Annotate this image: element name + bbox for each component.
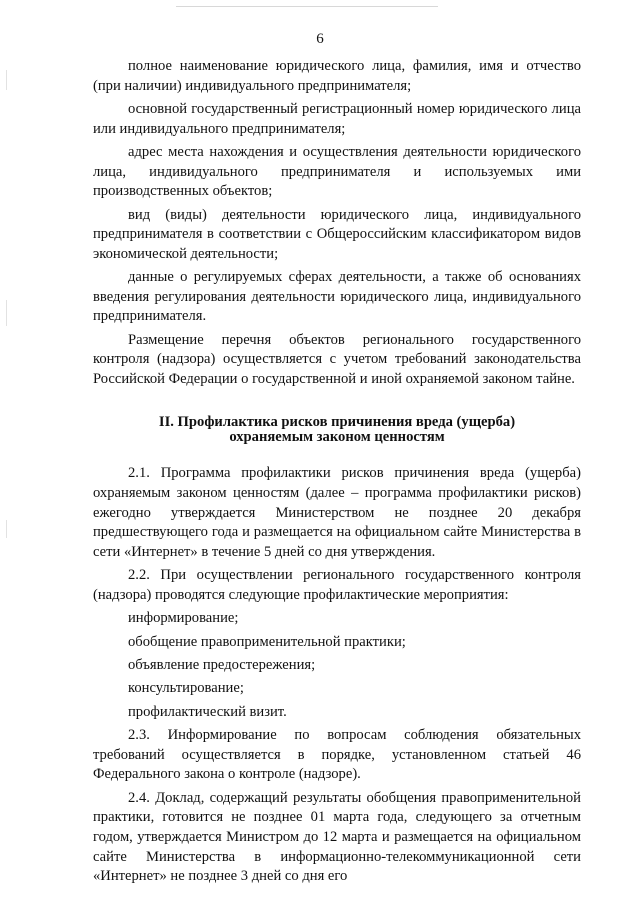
paragraph-ogrn: основной государственный регистрационный номер юридического лица или индивидуального предпринимателя;	[93, 100, 581, 137]
section-title	[93, 415, 581, 445]
document-body	[93, 57, 581, 891]
scan-top-line	[176, 6, 438, 7]
list-item-measure: обобщение правоприменительной практики;	[128, 633, 406, 650]
scan-edge-mark	[6, 300, 7, 326]
page-number: 6	[316, 31, 324, 47]
paragraph-legal-name: полное наименование юридического лица, фамилия, имя и отчество (при наличии) индивидуального предпринимателя;	[93, 58, 581, 94]
paragraph-2-2: 2.2. При осуществлении регионального государственного контроля (надзора) проводятся следующие профилактические мероприятия:	[93, 567, 581, 603]
paragraph-activity-type: вид (виды) деятельности юридического лица, индивидуального предпринимателя в соответствии с Общероссийским классификатором видов экономической деятельности;	[93, 206, 581, 262]
paragraph-2-4: 2.4. Доклад, содержащий результаты обобщения правоприменительной практики, готовится не позднее 01 марта года, следующего за отчетным годом, утверждается Министром до 12 марта и размещается на официальном сайте Министерства в информационно-телекоммуникационной сети «Интернет» не позднее 3 дней со дня его	[93, 789, 581, 885]
list-item-measure: объявление предостережения;	[128, 657, 316, 674]
paragraph-list-placement: Размещение перечня объектов регионального государственного контроля (надзора) осуществляется с учетом требований законодательства Российской Федерации о государственной и иной охраняемой законом тайне.	[93, 331, 581, 387]
scan-edge-mark	[6, 70, 7, 90]
paragraph-2-1: 2.1. Программа профилактики рисков причинения вреда (ущерба) охраняемым законом ценностям (далее – программа профилактики рисков) ежегодно утверждается Министерством не позднее 20 декабря предшествующего года и размещается на официальном сайте Министерства в сети «Интернет» в течение 5 дней со дня утверждения.	[93, 465, 581, 560]
scan-edge-mark	[6, 520, 7, 538]
list-item-measure: профилактический визит.	[128, 703, 287, 720]
paragraph-address: адрес места нахождения и осуществления деятельности юридического лица, индивидуального предпринимателя и используемых ими производственных объектов;	[93, 143, 581, 200]
paragraph-2-3: 2.3. Информирование по вопросам соблюдения обязательных требований осуществляется в порядке, установленном статьей 46 Федерального закона о контроле (надзоре).	[93, 727, 581, 783]
list-item-measure: информирование;	[128, 610, 239, 627]
list-item-measure: консультирование;	[128, 680, 244, 697]
section-title-line-2: охраняемым законом ценностям	[229, 429, 445, 446]
paragraph-regulated-spheres: данные о регулируемых сферах деятельности, а также об основаниях введения регулирования деятельности юридического лица, индивидуального предпринимателя.	[93, 269, 581, 325]
section-title-line-1: II. Профилактика рисков причинения вреда (ущерба)	[158, 414, 516, 431]
